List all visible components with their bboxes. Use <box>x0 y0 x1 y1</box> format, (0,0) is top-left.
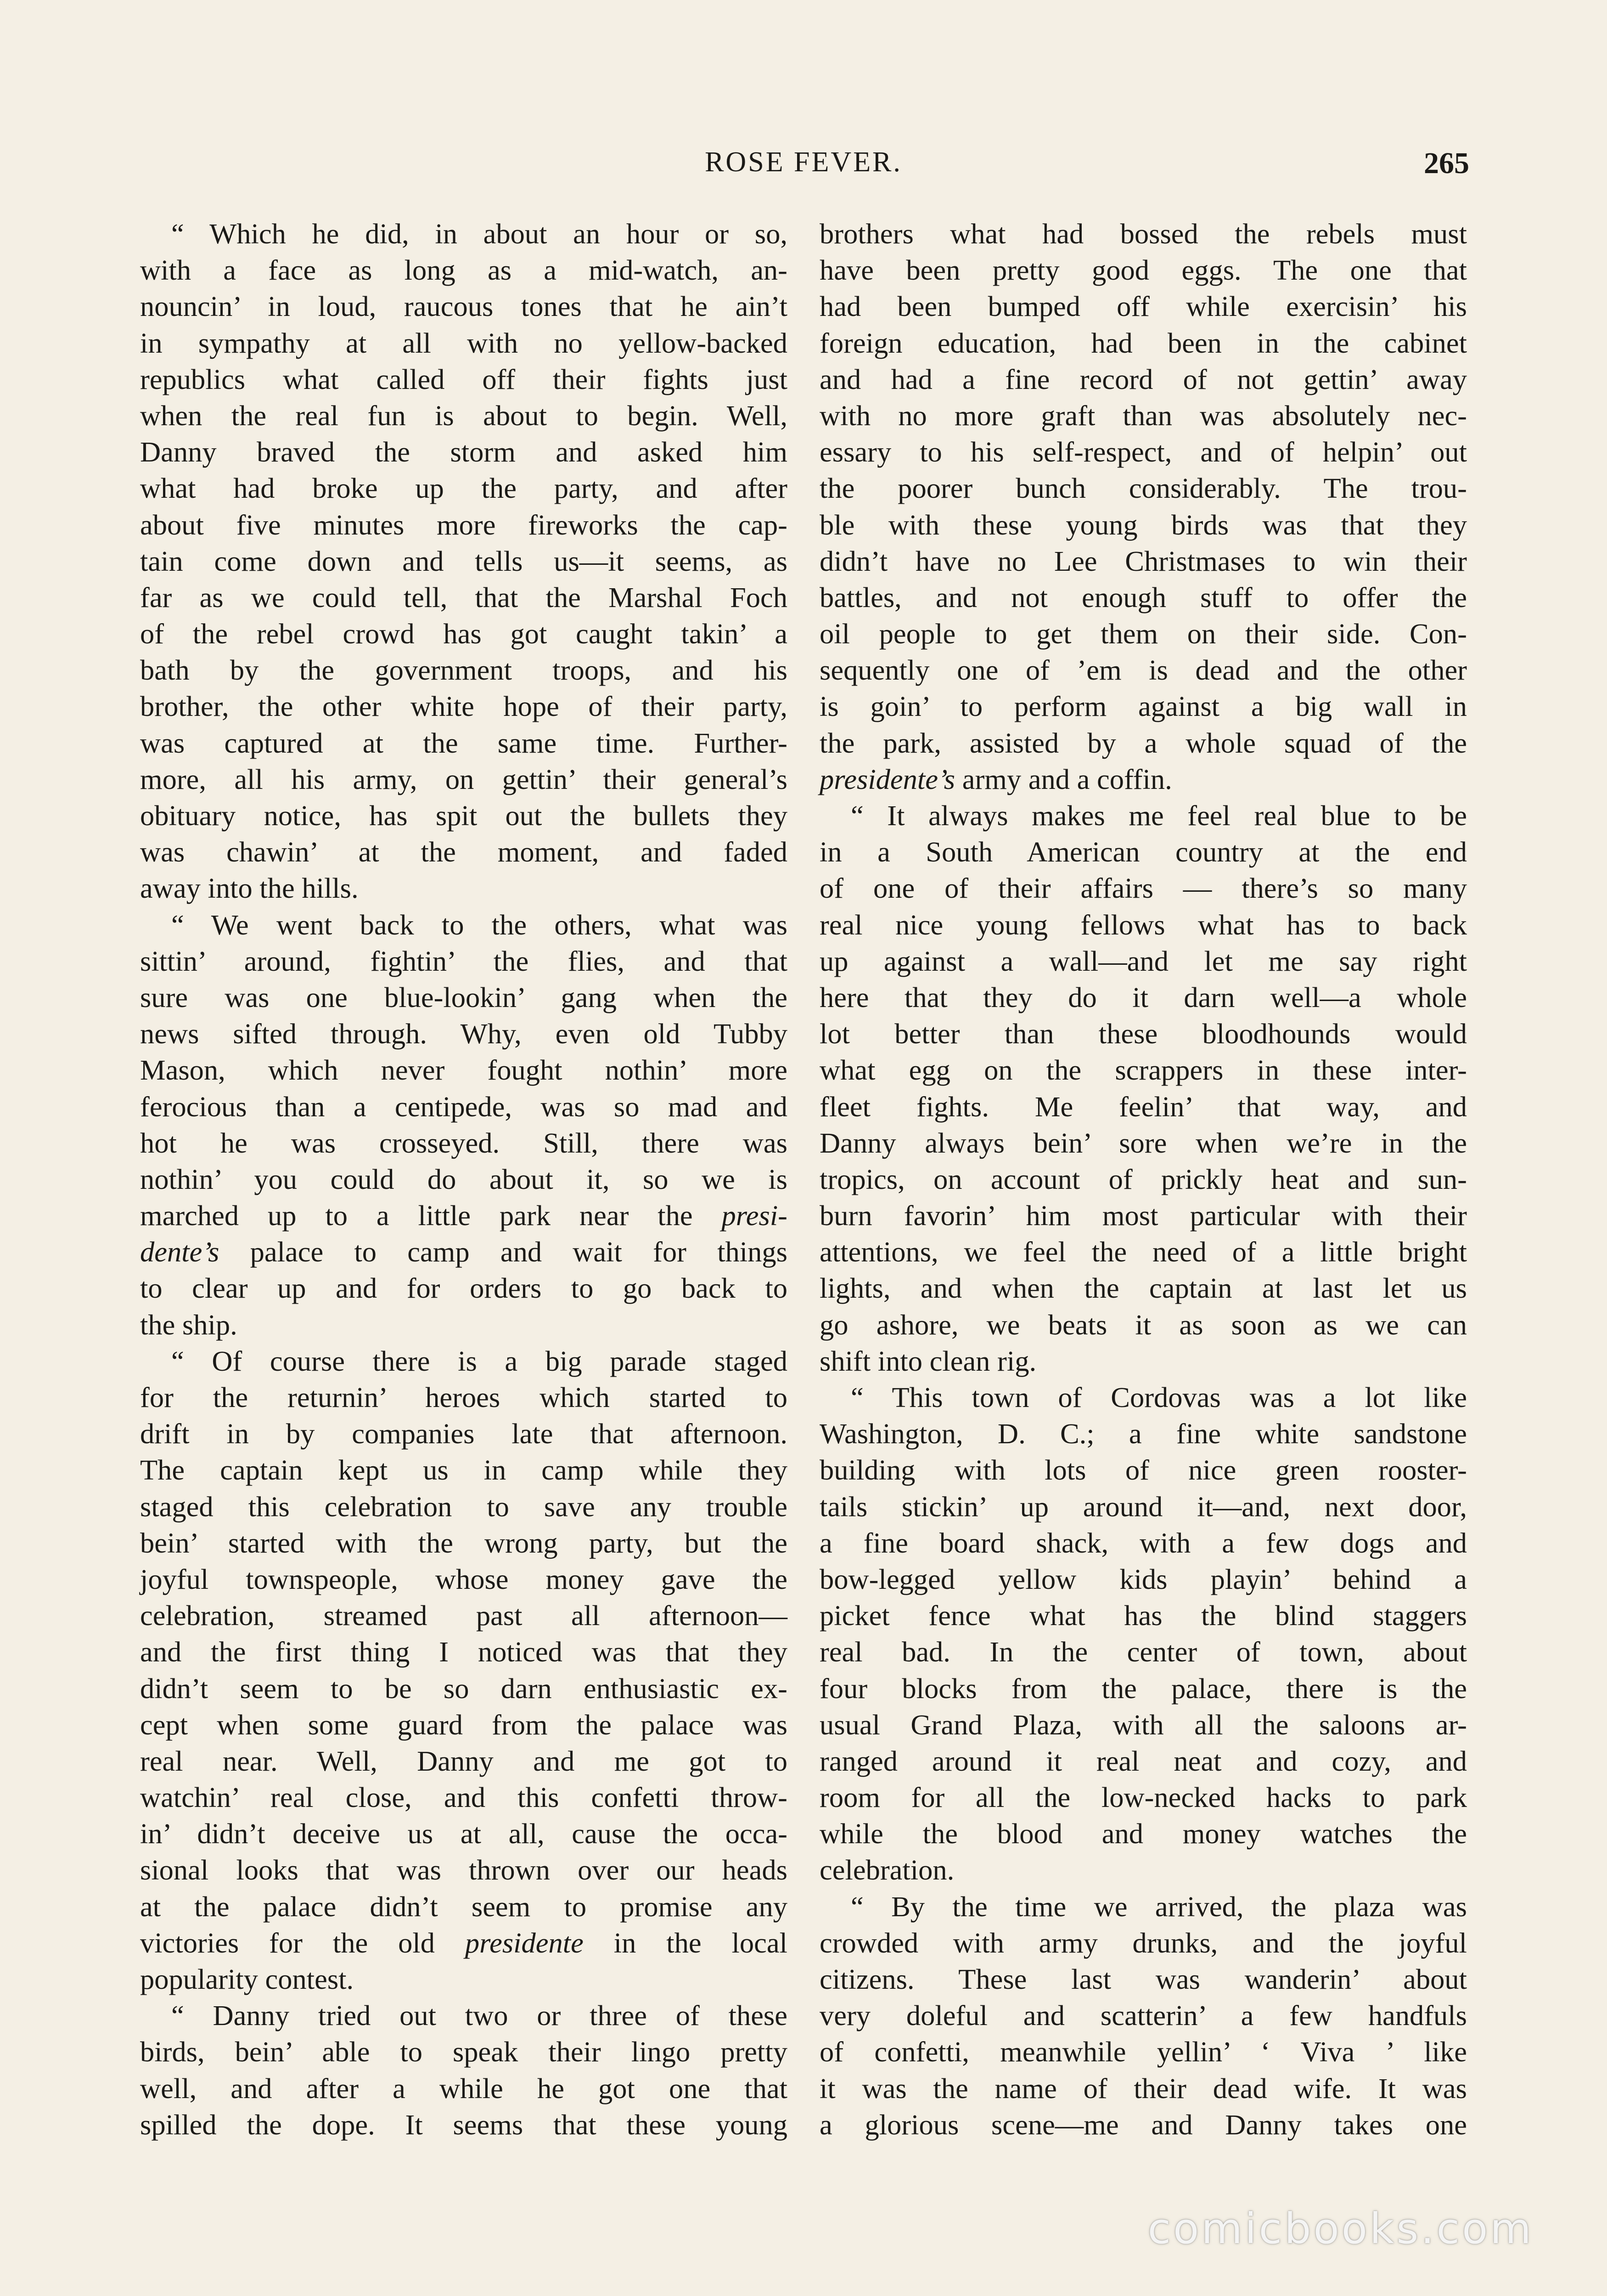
text-line: obituary notice, has spit out the bullets they <box>140 799 787 832</box>
text-line: oil people to get them on their side. Con- <box>820 618 1467 650</box>
text-line: sional looks that was thrown over our heads <box>140 1854 787 1886</box>
text-line: and had a fine record of not gettin’ away <box>820 363 1467 395</box>
text-line: and the first thing I noticed was that they <box>140 1636 787 1668</box>
text-line: battles, and not enough stuff to offer the <box>820 581 1467 613</box>
text-line: usual Grand Plaza, with all the saloons ar- <box>820 1708 1467 1741</box>
text-line: picket fence what has the blind staggers <box>820 1599 1467 1632</box>
text-line: celebration, streamed past all afternoon— <box>140 1599 787 1632</box>
text-line: fleet fights. Me feelin’ that way, and <box>820 1090 1467 1123</box>
text-line: well, and after a while he got one that <box>140 2072 787 2105</box>
text-line: hot he was crosseyed. Still, there was <box>140 1126 787 1159</box>
text-line: joyful townspeople, whose money gave the <box>140 1563 787 1595</box>
text-line: nothin’ you could do about it, so we is <box>140 1163 787 1195</box>
text-line: four blocks from the palace, there is the <box>820 1672 1467 1705</box>
text-line: what had broke up the party, and after <box>140 472 787 505</box>
text-line: real nice young fellows what has to back <box>820 908 1467 941</box>
text-line: was captured at the same time. Further- <box>140 726 787 759</box>
text-line: didn’t have no Lee Christmases to win their <box>820 545 1467 577</box>
text-line: at the palace didn’t seem to promise any <box>140 1890 787 1923</box>
text-line: when the real fun is about to begin. Well, <box>140 399 787 432</box>
text-line: citizens. These last was wanderin’ about <box>820 1963 1467 1995</box>
text-line: birds, bein’ able to speak their lingo pretty <box>140 2036 787 2068</box>
text-line: go ashore, we beats it as soon as we can <box>820 1308 1467 1341</box>
text-line: “ Of course there is a big parade staged <box>171 1345 787 1377</box>
text-line: real bad. In the center of town, about <box>820 1636 1467 1668</box>
text-line: very doleful and scatterin’ a few handfuls <box>820 1999 1467 2032</box>
text-line: lot better than these bloodhounds would <box>820 1018 1467 1050</box>
text-line: The captain kept us in camp while they <box>140 1454 787 1486</box>
text-line: sequently one of ’em is dead and the other <box>820 654 1467 687</box>
text-line: ranged around it real neat and cozy, and <box>820 1745 1467 1777</box>
text-line: in’ didn’t deceive us at all, cause the occa- <box>140 1818 787 1850</box>
text-line: with a face as long as a mid-watch, an- <box>140 254 787 287</box>
text-line: Danny braved the storm and asked him <box>140 436 787 468</box>
text-line: presidente’s army and a coffin. <box>820 763 1172 795</box>
text-line: nouncin’ in loud, raucous tones that he ain’t <box>140 290 787 323</box>
text-line: had been bumped off while exercisin’ his <box>820 290 1467 323</box>
text-line: bow-legged yellow kids playin’ behind a <box>820 1563 1467 1595</box>
running-title: ROSE FEVER. <box>705 146 902 178</box>
text-line: Mason, which never fought nothin’ more <box>140 1054 787 1086</box>
page-number: 265 <box>1424 146 1469 180</box>
text-line: bath by the government troops, and his <box>140 654 787 687</box>
text-line: a fine board shack, with a few dogs and <box>820 1526 1467 1559</box>
text-line: crowded with army drunks, and the joyful <box>820 1926 1467 1959</box>
text-line: celebration. <box>820 1854 955 1886</box>
watermark-logo: comicbooks.com <box>1147 2204 1534 2253</box>
text-line: didn’t seem to be so darn enthusiastic ex- <box>140 1672 787 1705</box>
text-line: lights, and when the captain at last let us <box>820 1272 1467 1305</box>
text-line: tails stickin’ up around it—and, next door, <box>820 1490 1467 1523</box>
text-line: far as we could tell, that the Marshal Foch <box>140 581 787 613</box>
text-line: in sympathy at all with no yellow-backed <box>140 326 787 359</box>
text-line: to clear up and for orders to go back to <box>140 1272 787 1305</box>
page-header <box>138 146 1469 187</box>
text-line: ble with these young birds was that they <box>820 508 1467 541</box>
text-line: sure was one blue-lookin’ gang when the <box>140 981 787 1013</box>
text-line: “ Which he did, in about an hour or so, <box>171 218 787 250</box>
text-line: bein’ started with the wrong party, but the <box>140 1526 787 1559</box>
text-line: room for all the low-necked hacks to park <box>820 1781 1467 1814</box>
text-line: drift in by companies late that afternoon. <box>140 1418 787 1450</box>
left-text-column <box>140 216 787 2143</box>
text-line: was chawin’ at the moment, and faded <box>140 836 787 868</box>
text-line: here that they do it darn well—a whole <box>820 981 1467 1013</box>
text-line: “ By the time we arrived, the plaza was <box>851 1890 1467 1923</box>
text-line: have been pretty good eggs. The one that <box>820 254 1467 287</box>
text-line: victories for the old presidente in the local <box>140 1926 787 1959</box>
text-line: it was the name of their dead wife. It was <box>820 2072 1467 2105</box>
text-line: for the returnin’ heroes which started to <box>140 1381 787 1413</box>
text-line: Danny always bein’ sore when we’re in the <box>820 1126 1467 1159</box>
text-line: attentions, we feel the need of a little bright <box>820 1236 1467 1268</box>
text-line: what egg on the scrappers in these inter- <box>820 1054 1467 1086</box>
text-line: sittin’ around, fightin’ the flies, and that <box>140 945 787 977</box>
text-line: the park, assisted by a whole squad of the <box>820 726 1467 759</box>
text-line: the poorer bunch considerably. The trou- <box>820 472 1467 505</box>
text-line: up against a wall—and let me say right <box>820 945 1467 977</box>
text-line: “ It always makes me feel real blue to be <box>851 799 1467 832</box>
text-line: staged this celebration to save any trouble <box>140 1490 787 1523</box>
text-line: essary to his self-respect, and of helpin’ out <box>820 436 1467 468</box>
text-line: marched up to a little park near the presi- <box>140 1199 787 1232</box>
text-line: more, all his army, on gettin’ their general’s <box>140 763 787 795</box>
text-line: popularity contest. <box>140 1963 354 1995</box>
text-line: ferocious than a centipede, was so mad and <box>140 1090 787 1123</box>
text-line: “ This town of Cordovas was a lot like <box>851 1381 1467 1413</box>
text-line: is goin’ to perform against a big wall in <box>820 690 1467 723</box>
text-line: watchin’ real close, and this confetti throw- <box>140 1781 787 1814</box>
text-line: “ We went back to the others, what was <box>171 908 787 941</box>
text-line: in a South American country at the end <box>820 836 1467 868</box>
right-text-column <box>820 216 1467 2143</box>
text-line: republics what called off their fights just <box>140 363 787 395</box>
text-line: “ Danny tried out two or three of these <box>171 1999 787 2032</box>
text-line: a glorious scene—me and Danny takes one <box>820 2108 1467 2141</box>
text-line: about five minutes more fireworks the cap- <box>140 508 787 541</box>
text-line: brother, the other white hope of their party, <box>140 690 787 723</box>
text-line: building with lots of nice green rooster- <box>820 1454 1467 1486</box>
text-line: dente’s palace to camp and wait for things <box>140 1236 787 1268</box>
text-line: while the blood and money watches the <box>820 1818 1467 1850</box>
text-line: of confetti, meanwhile yellin’ ‘ Viva ’ like <box>820 2036 1467 2068</box>
text-line: real near. Well, Danny and me got to <box>140 1745 787 1777</box>
text-line: news sifted through. Why, even old Tubby <box>140 1018 787 1050</box>
text-line: of one of their affairs — there’s so many <box>820 872 1467 905</box>
text-line: cept when some guard from the palace was <box>140 1708 787 1741</box>
text-line: Washington, D. C.; a fine white sandstone <box>820 1418 1467 1450</box>
text-line: with no more graft than was absolutely nec- <box>820 399 1467 432</box>
text-line: away into the hills. <box>140 872 359 905</box>
text-line: tain come down and tells us—it seems, as <box>140 545 787 577</box>
text-line: spilled the dope. It seems that these young <box>140 2108 787 2141</box>
text-line: of the rebel crowd has got caught takin’ a <box>140 618 787 650</box>
text-line: brothers what had bossed the rebels must <box>820 218 1467 250</box>
text-line: burn favorin’ him most particular with their <box>820 1199 1467 1232</box>
text-line: foreign education, had been in the cabinet <box>820 326 1467 359</box>
text-line: tropics, on account of prickly heat and sun- <box>820 1163 1467 1195</box>
text-line: the ship. <box>140 1308 237 1341</box>
text-line: shift into clean rig. <box>820 1345 1037 1377</box>
